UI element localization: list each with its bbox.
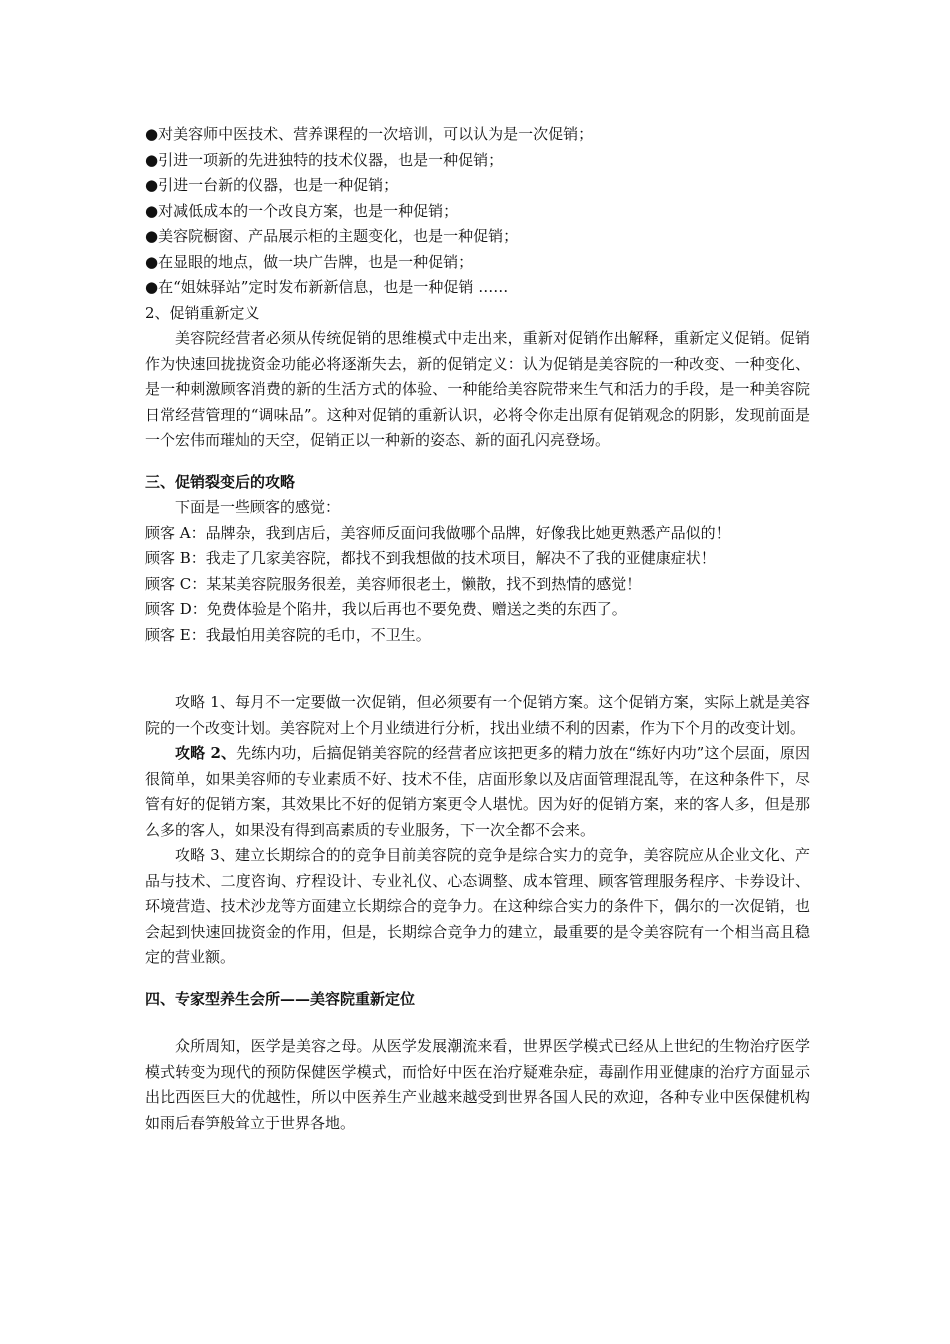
strategy-2-text: 先练内功，后搞促销美容院的经营者应该把更多的精力放在“练好内功”这个层面，原因很简单，如果美容师的专业素质不好、技术不佳，店面形象以及店面管理混乱等，在这种条件下，尽管有好的促销方案，其效果比不好的促销方案更令人堪忧。因为好的促销方案，来的客人多，但是那么多的客人，如果没有得到高素质的专业服务，下一次全都不会来。 xyxy=(145,744,810,839)
bullet-item: ●美容院橱窗、产品展示柜的主题变化，也是一种促销； xyxy=(145,227,519,245)
customer-list xyxy=(145,521,810,649)
section-2-body: 美容院经营者必须从传统促销的思维模式中走出来，重新对促销作出解释，重新定义促销。促销作为快速回拢拢资金功能必将逐渐失去，新的促销定义：认为促销是美容院的一种改变、一种变化、是一种刺激顾客消费的新的生活方式的体验、一种能给美容院带来生气和活力的手段，是一种美容院日常经营管理的“调味品”。这种对促销的重新认识，必将令你走出原有促销观念的阴影，发现前面是一个宏伟而璀灿的天空，促销正以一种新的姿态、新的面孔闪亮登场。 xyxy=(145,329,810,449)
section-2-title: 2、促销重新定义 xyxy=(145,303,260,322)
customer-comment: 顾客 C：某某美容院服务很差，美容师很老土，懒散，找不到热情的感觉！ xyxy=(145,574,642,593)
bullet-item: ●对减低成本的一个改良方案，也是一种促销； xyxy=(145,201,459,220)
section-3-intro: 下面是一些顾客的感觉： xyxy=(175,498,341,516)
bullet-item: ●引进一项新的先进独特的技术仪器，也是一种促销； xyxy=(145,150,504,169)
bullet-list xyxy=(145,122,810,301)
strategy-2-label: 攻略 2、 xyxy=(175,744,237,762)
strategy-2-paragraph xyxy=(145,741,810,843)
bullet-item: ●在显眼的地点，做一块广告牌，也是一种促销； xyxy=(145,252,474,271)
section-3-heading: 三、促销裂变后的攻略 xyxy=(145,472,296,491)
bullet-item: ●对美容师中医技术、营养课程的一次培训，可以认为是一次促销； xyxy=(145,125,594,143)
customer-comment: 顾客 D：免费体验是个陷井，我以后再也不要免费、赠送之类的东西了。 xyxy=(145,600,627,618)
customer-comment: 顾客 E：我最怕用美容院的毛巾，不卫生。 xyxy=(145,625,431,644)
customer-comment: 顾客 B：我走了几家美容院，都找不到我想做的技术项目，解决不了我的亚健康症状！ xyxy=(145,549,716,567)
bullet-item: ●在“姐妹驿站”定时发布新新信息，也是一种促销 …… xyxy=(145,278,509,296)
bullet-item: ●引进一台新的仪器，也是一种促销； xyxy=(145,176,399,194)
section-4-body: 众所周知，医学是美容之母。从医学发展潮流来看，世界医学模式已经从上世纪的生物治疗医学模式转变为现代的预防保健医学模式，而恰好中医在治疗疑难杂症，毒副作用亚健康的治疗方面显示出比西医巨大的优越性，所以中医养生产业越来越受到世界各国人民的欢迎，各种专业中医保健机构如雨后春笋般耸立于世界各地。 xyxy=(145,1037,810,1132)
customer-comment: 顾客 A：品牌杂，我到店后，美容师反面问我做哪个品牌，好像我比她更熟悉产品似的！ xyxy=(145,523,731,542)
strategy-3-paragraph: 攻略 3、建立长期综合的的竞争目前美容院的竞争是综合实力的竞争，美容院应从企业文化、产品与技术、二度咨询、疗程设计、专业礼仪、心态调整、成本管理、顾客管理服务程序、卡券设计、环境营造、技术沙龙等方面建立长期综合的竞争力。在这种综合实力的条件下，偶尔的一次促销，也会起到快速回拢资金的作用，但是，长期综合竞争力的建立，最重要的是令美容院有一个相当高且稳定的营业额。 xyxy=(145,846,810,966)
document-page xyxy=(145,122,810,1136)
section-4-heading: 四、专家型养生会所——美容院重新定位 xyxy=(145,989,416,1008)
strategy-1-paragraph: 攻略 1、每月不一定要做一次促销，但必须要有一个促销方案。这个促销方案，实际上就是美容院的一个改变计划。美容院对上个月业绩进行分析，找出业绩不利的因素，作为下个月的改变计划。 xyxy=(145,693,810,737)
